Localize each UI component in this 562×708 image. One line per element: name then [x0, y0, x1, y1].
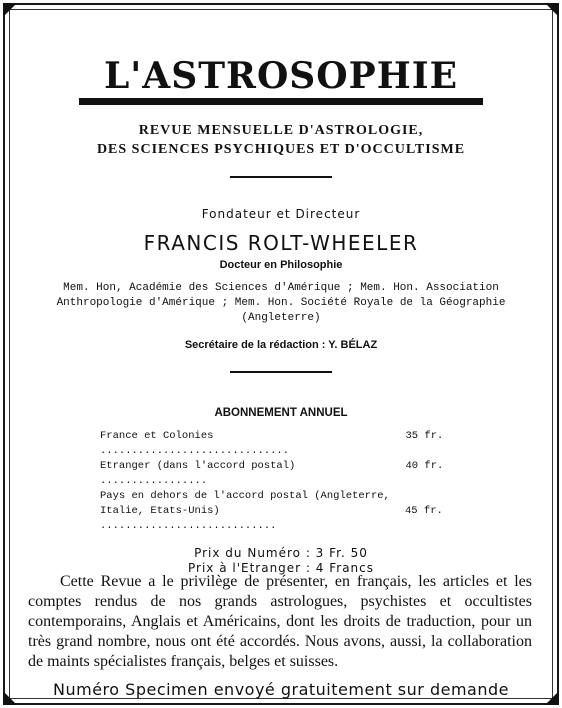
- divider-rule: [230, 371, 332, 373]
- rate-price: 40 fr.: [405, 460, 444, 472]
- divider-rule: [230, 176, 332, 178]
- rate-label: [100, 489, 400, 534]
- price-abroad: Prix à l'Etranger : 4 Francs: [187, 561, 374, 575]
- journal-subtitle: [0, 121, 562, 159]
- rate-row: [100, 489, 450, 534]
- subscription-heading: ABONNEMENT ANNUEL: [214, 407, 348, 419]
- specimen-notice: Numéro Specimen envoyé gratuitement sur demande: [53, 680, 509, 699]
- subscription-section: [0, 407, 562, 576]
- founder-caption: Fondateur et Directeur: [201, 207, 361, 221]
- rate-label-line-2: Italie, Etats-Unis) ............................: [100, 505, 277, 532]
- rate-label: Etranger (dans l'accord postal) .................: [100, 460, 296, 487]
- subtitle-line-2: DES SCIENCES PSYCHIQUES ET D'OCCULTISME: [96, 142, 466, 157]
- title-underline: [79, 98, 483, 105]
- memberships-line-2: Anthropologie d'Amérique ; Mem. Hon. Société Royale de la Géographie: [56, 297, 506, 309]
- rate-label: France et Colonies ..............................: [100, 430, 290, 457]
- memberships-line-1: Mem. Hon, Académie des Sciences d'Amérique ; Mem. Hon. Association: [63, 282, 499, 294]
- subtitle-line-1: REVUE MENSUELLE D'ASTROLOGIE,: [138, 123, 424, 138]
- founder-title: Docteur en Philosophie: [219, 259, 343, 271]
- memberships: [0, 281, 562, 326]
- rate-label-line-1: Pays en dehors de l'accord postal (Angleterre,: [100, 490, 390, 502]
- body-paragraph: Cette Revue a le privilège de présenter, en français, les articles et les comptes rendus de nos grands astrologues, psychistes et occultistes contemporains, Anglais et Américains, dont les droits de traduction, pour un très grand nombre, nous ont été accordés. Nous avons, aussi, la collaboration de maints spécialistes français, belges et suisses.: [28, 573, 532, 670]
- founder-name: FRANCIS ROLT-WHEELER: [143, 231, 419, 255]
- editorial-block: [0, 207, 562, 373]
- price-issue: Prix du Numéro : 3 Fr. 50: [194, 546, 368, 560]
- rate-price: [405, 489, 450, 534]
- rate-row: [100, 459, 450, 489]
- journal-title: L'ASTROSOPHIE: [103, 55, 459, 97]
- rate-row: [100, 429, 450, 459]
- rate-price-value: 45 fr.: [405, 505, 443, 517]
- masthead: [0, 56, 562, 178]
- rate-price: 35 fr.: [405, 430, 444, 442]
- memberships-line-3: (Angleterre): [241, 312, 321, 324]
- rate-table: [100, 429, 450, 534]
- secretary-line: Secrétaire de la rédaction : Y. BÉLAZ: [184, 339, 378, 351]
